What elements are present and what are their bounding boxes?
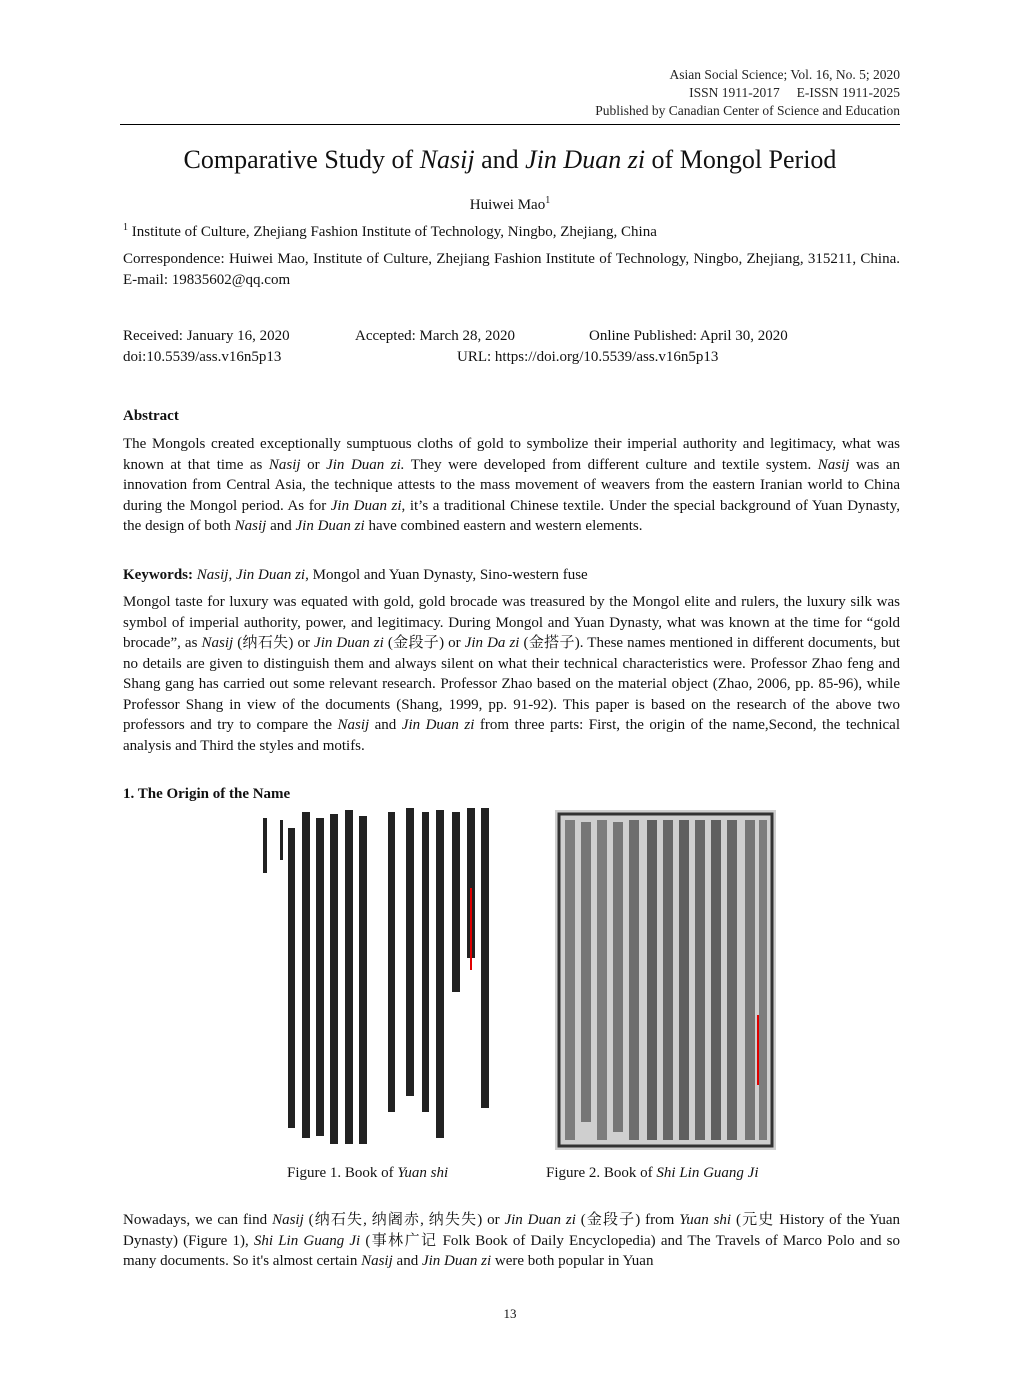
caption-italic: Shi Lin Guang Ji — [656, 1165, 759, 1181]
journal-publisher: Published by Canadian Center of Science and Education — [595, 103, 900, 118]
italic-term: Nasij — [234, 518, 267, 534]
figure-1-caption — [287, 1165, 448, 1182]
body-paragraph — [123, 1210, 900, 1272]
text-run: (金段子) or — [383, 635, 465, 651]
italic-term: Nasij — [272, 1212, 304, 1228]
text-run: or — [300, 456, 327, 473]
text-run: (纳石失) or — [233, 635, 315, 651]
published-date: Online Published: April 30, 2020 — [589, 328, 788, 344]
italic-term: Jin Duan zi — [421, 1253, 492, 1269]
title-text: and — [474, 145, 526, 174]
text-run: from three parts: First, the origin of the name,Second, the technical analysis and Third the styles and motifs. — [123, 717, 900, 754]
text-run: , — [228, 567, 236, 583]
title-text: Comparative Study of — [183, 145, 420, 174]
caption-italic: Yuan shi — [397, 1165, 449, 1181]
text-run: and — [369, 717, 402, 733]
italic-term: Jin Duan zi — [235, 567, 306, 583]
section-heading: 1. The Origin of the Name — [123, 786, 291, 802]
accepted-date: Accepted: March 28, 2020 — [355, 328, 515, 344]
keywords-label: Keywords: — [123, 567, 193, 583]
italic-term: Nasij — [201, 635, 234, 651]
text-run: They were developed from different culture and textile system. — [404, 456, 818, 473]
affiliation-text: Institute of Culture, Zhejiang Fashion Institute of Technology, Ningbo, Zhejiang, China — [128, 224, 657, 240]
figure-1-image — [258, 808, 494, 1152]
author-name: Huiwei Mao — [469, 197, 546, 213]
intro-paragraph — [123, 592, 900, 756]
text-run: and — [392, 1253, 422, 1269]
caption-text: Figure 1. Book of — [287, 1165, 398, 1181]
doi: doi:10.5539/ass.v16n5p13 — [123, 349, 282, 365]
text-run: (金段子) from — [575, 1212, 680, 1228]
text-run: and — [266, 518, 296, 534]
author-line — [120, 195, 900, 214]
italic-term: Jin Da zi — [464, 635, 520, 651]
journal-volume: Asian Social Science; Vol. 16, No. 5; 2020 — [669, 67, 900, 82]
received-date: Received: January 16, 2020 — [123, 328, 290, 344]
affiliation — [123, 222, 657, 241]
italic-term: Jin Duan zi — [295, 518, 365, 534]
italic-term: Shi Lin Guang Ji — [253, 1232, 361, 1249]
text-run: Nowadays, we can find — [123, 1212, 273, 1228]
figure-2-caption — [546, 1165, 759, 1182]
italic-term: Jin Duan zi. — [326, 456, 405, 473]
text-run: , it’s a traditional Chinese textile. Under the special background of Yuan Dynasty, the design of both — [123, 497, 900, 534]
abstract-heading: Abstract — [123, 408, 179, 424]
title-italic: Nasij — [419, 145, 475, 174]
italic-term: Jin Duan zi — [504, 1212, 576, 1228]
header-rule — [120, 124, 900, 125]
correspondence: Correspondence: Huiwei Mao, Institute of Culture, Zhejiang Fashion Institute of Technology, Ningbo, Zhejiang, 315211, China. E-mail: 19835602@qq.com — [123, 251, 900, 288]
text-run: (元史 History of the Yuan Dynasty) (Figure 1), — [123, 1212, 900, 1249]
keywords — [123, 565, 900, 586]
journal-issn: ISSN 1911-2017 E-ISSN 1911-2025 — [689, 85, 900, 100]
italic-term: Jin Duan zi — [330, 497, 402, 514]
italic-term: Nasij — [337, 717, 370, 733]
title-text: of Mongol Period — [645, 145, 837, 174]
text-run: (纳石失, 纳阇赤, 纳失失) or — [303, 1212, 505, 1228]
text-run: (事林广记 Folk Book of Daily Encyclopedia) and The Travels of Marco Polo and so many documents. So it's almost certain — [123, 1232, 900, 1269]
italic-term: Yuan shi — [679, 1212, 732, 1228]
italic-term: Nasij — [817, 456, 850, 473]
abstract-body — [123, 434, 900, 537]
text-run: The Mongols created exceptionally sumptuous cloths of gold to symbolize their imperial authority and legitimacy, what was known at that time as — [123, 436, 900, 473]
page-number: 13 — [503, 1306, 517, 1321]
title-italic: Jin Duan zi — [525, 145, 646, 174]
journal-header — [595, 66, 900, 120]
text-run: , Mongol and Yuan Dynasty, Sino-western fuse — [305, 567, 588, 583]
text-run: have combined eastern and western elements. — [364, 518, 643, 534]
italic-term: Nasij — [196, 567, 229, 583]
author-sup: 1 — [545, 195, 551, 206]
text-run: (金搭子). These names mentioned in different documents, but no details are given to distinguish them and always silent on what their technical characteristics were. Professor Zhao feng and Shang gang has carried out some relevant research. Professor Zhao based on the material object (Zhao, 2006, pp. 85-96), while Professor Shang in view of the documents (Shang, 1999, pp. 91-92). This paper is based on the research of the above two professors and try to compare the — [123, 635, 900, 733]
italic-term: Nasij — [361, 1253, 393, 1269]
url-link[interactable]: URL: https://doi.org/10.5539/ass.v16n5p13 — [457, 349, 719, 365]
caption-text: Figure 2. Book of — [546, 1165, 657, 1181]
text-run: was an innovation from Central Asia, the technique attests to the mass movement of weavers from the eastern Iranian world to China during the Mongol period. As for — [123, 456, 900, 514]
italic-term: Jin Duan zi — [314, 635, 384, 651]
text-run: were both popular in Yuan — [491, 1253, 654, 1269]
italic-term: Nasij — [268, 456, 301, 473]
figure-2-image — [555, 810, 776, 1150]
publication-dates — [123, 326, 900, 368]
paper-title — [120, 143, 900, 177]
text-run: Mongol taste for luxury was equated with gold, gold brocade was treasured by the Mongol elite and rulers, the luxury silk was symbol of imperial authority, power, and legitimacy. During Mongol and Yuan Dynasty, what was known at the time for “gold brocade”, as — [123, 594, 900, 651]
italic-term: Jin Duan zi — [401, 717, 475, 733]
affiliation-sup: 1 — [123, 222, 128, 233]
